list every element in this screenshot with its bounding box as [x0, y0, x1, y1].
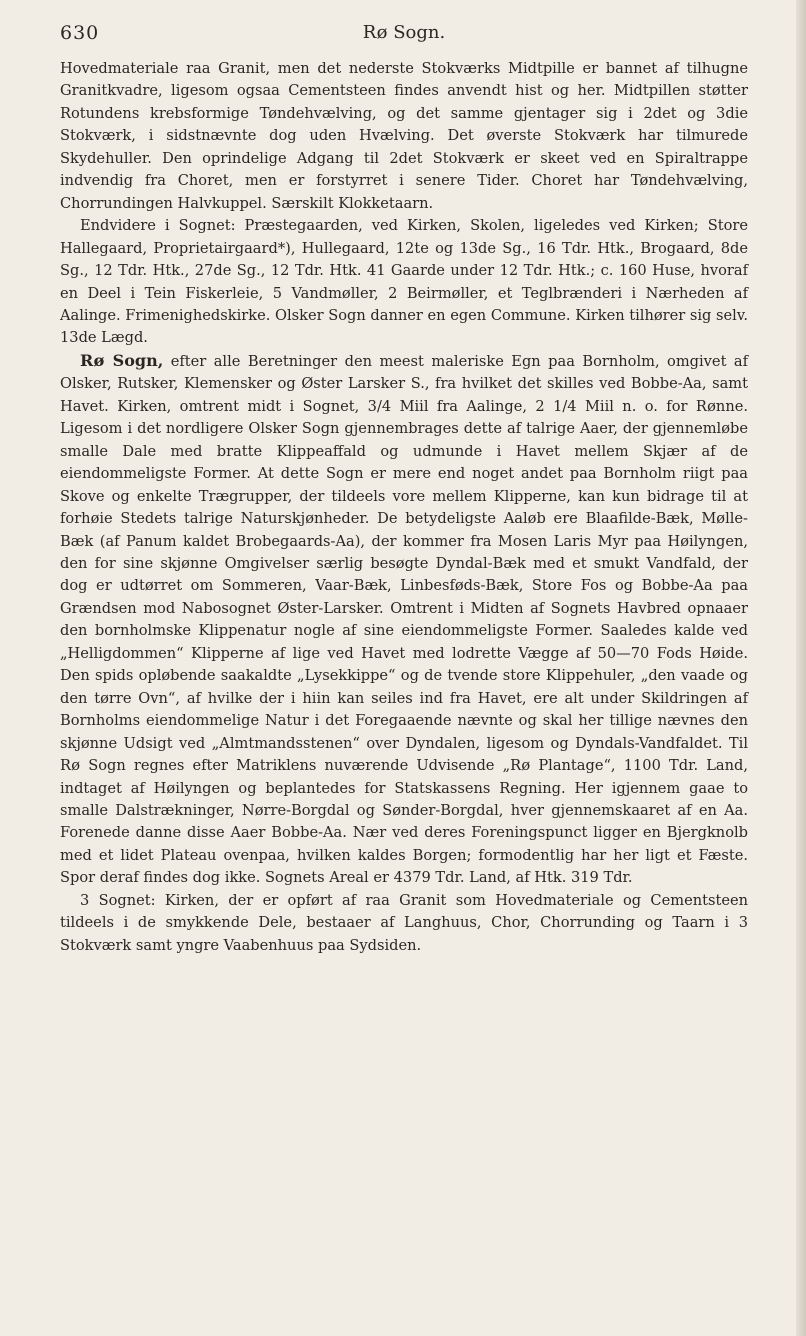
- page-number: 630: [60, 22, 100, 44]
- running-head: Rø Sogn.: [362, 22, 446, 43]
- entry-text: efter alle Beretninger den meest maleriske Egn paa Bornholm, omgivet af Olsker, Rutsker, Klemensker og Øster Larsker S., fra hvilket det skilles ved Bobbe-Aa, samt Havet. Kirken, omtrent midt i Sognet, 3/4 Miil fra Aalinge, 2 1/4 Miil n. o. for Rønne. Ligesom i det nordligere Olsker Sogn gjennembrages dette af talrige Aaer, der gjennemløbe smalle Dale med bratte Klippeaffald og udmunde i Havet mellem Skjær af de eiendommeligste Former. At dette Sogn er mere end noget andet paa Bornholm riigt paa Skove og enkelte Trægrupper, der tildeels vore mellem Klipperne, kan kun bidrage til at forhøie Stedets talrige Naturskjønheder. De betydeligste Aaløb ere Blaafilde-Bæk, Mølle-Bæk (af Panum kaldet Brobegaards-Aa), der kommer fra Mosen Laris Myr paa Høilyngen, den for sine skjønne Omgivelser særlig besøgte Dyndal-Bæk med et smukt Vandfald, der dog er udtørret om Sommeren, Vaar-Bæk, Linbesføds-Bæk, Store Fos og Bobbe-Aa paa Grændsen mod Nabosognet Øster-Larsker. Omtrent i Midten af Sognets Havbred opnaaer den bornholmske Klippenatur nogle af sine eiendommeligste Former. Saaledes kalde ved „Helligdommen“ Klipperne af lige ved Havet med lodrette Vægge af 50—70 Fods Høide. Den spids opløbende saakaldte „Lysekkippe“ og de tvende store Klippehuler, „den vaade og den tørre Ovn“, af hvilke der i hiin kan seiles ind fra Havet, ere alt under Skildringen af Bornholms eiendommelige Natur i det Foregaaende nævnte og skal her tillige nævnes den skjønne Udsigt ved „Almtmandsstenen“ over Dyndalen, ligesom og Dyndals-Vandfaldet. Til Rø Sogn regnes efter Matriklens nuværende Udvisende „Rø Plantage“, 1100 Tdr. Land, indtaget af Høilyngen og beplantedes for Statskassens Regning. Her igjennem gaae to smalle Dalstrækninger, Nørre-Borgdal og Sønder-Borgdal, hver gjennemskaaret af en Aa. Forenede danne disse Aaer Bobbe-Aa. Nær ved deres Foreningspunct ligger en Bjergknolb med et lidet Plateau ovenpaa, hvilken kaldes Borgen; formodentlig har her ligt et Fæste. Spor deraf findes dog ikke. Sognets Areal er 4379 Tdr. Land, af Htk. 319 Tdr.: [60, 352, 748, 887]
- paragraph-kirken: 3 Sognet: Kirken, der er opført af raa Granit som Hovedmateriale og Cementsteen tildeels i de smykkende Dele, bestaaer af Langhuus, Chor, Chorrunding og Taarn i 3 Stokværk samt yngre Vaabenhuus paa Sydsiden.: [60, 891, 748, 954]
- paragraph-continuation: Hovedmateriale raa Granit, men det nederste Stokværks Midtpille er bannet af tilhugne Granitkvadre, ligesom ogsaa Cementsteen findes anvendt hist og her. Midtpillen støtter Rotundens krebsformige Tøndehvælving, og det samme gjentager sig i 2det og 3die Stokværk, i sidstnævnte dog uden Hvælving. Det øverste Stokværk har tilmurede Skydehuller. Den oprindelige Adgang til 2det Stokværk er skeet ved en Spiraltrappe indvendig fra Choret, men er forstyrret i senere Tider. Choret har Tøndehvælving, Chorrundingen Halvkuppel. Særskilt Klokketaarn.: [60, 60, 748, 212]
- paragraph-endvidere: Endvidere i Sognet: Præstegaarden, ved Kirken, Skolen, ligeledes ved Kirken; Store Hallegaard, Proprietairgaard*), Hullegaard, 12te og 13de Sg., 16 Tdr. Htk., Brogaard, 8de Sg., 12 Tdr. Htk., 27de Sg., 12 Tdr. Htk. 41 Gaarde under 12 Tdr. Htk.; c. 160 Huse, hvoraf en Deel i Tein Fiskerleie, 5 Vandmøller, 2 Beirmøller, et Teglbrænderi i Nærheden af Aalinge. Frimenighedskirke. Olsker Sogn danner en egen Commune. Kirken tilhører sig selv. 13de Lægd.: [60, 217, 748, 347]
- entry-heading: Rø Sogn,: [80, 350, 164, 370]
- body-text: [60, 58, 748, 957]
- paragraph-ro-sogn: [60, 350, 748, 890]
- page-header: [60, 20, 748, 50]
- scan-edge: [796, 0, 806, 1336]
